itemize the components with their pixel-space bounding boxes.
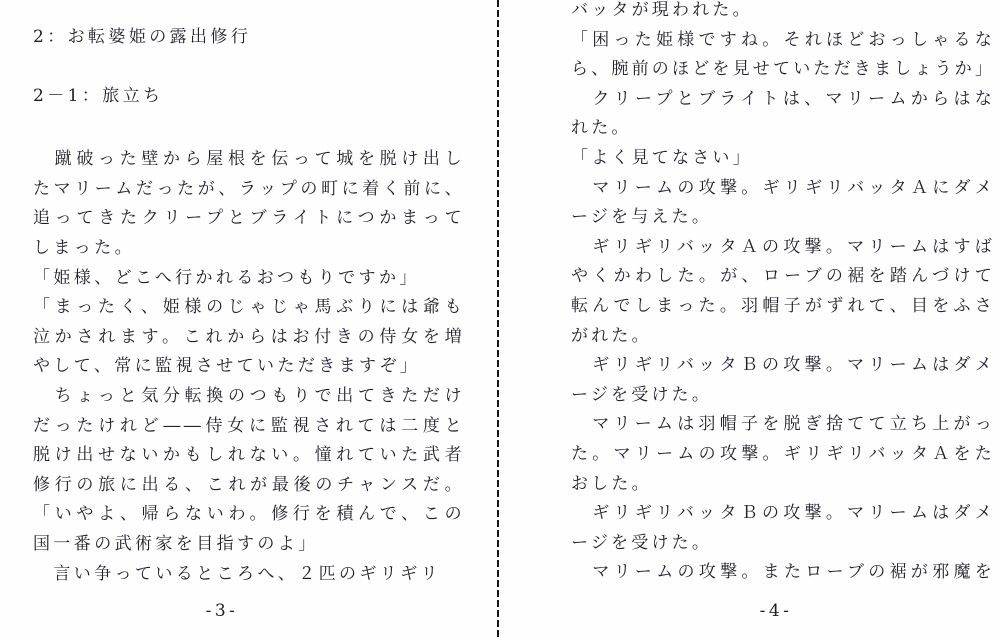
text-line: 泣かされます。これからはお付きの侍女を増 [33,326,465,347]
text-line: 転んでしまった。羽帽子がずれて、目をふさ [571,295,995,316]
text-line: 「よく見てなさい」 [571,147,753,168]
text-line: マリームは羽帽子を脱ぎ捨てて立ち上がっ [571,414,995,435]
text-line: 脱け出せないかもしれない。憧れていた武者 [33,445,465,466]
text-line: 「困った姫様ですね。それほどおっしゃるな [571,29,995,50]
text-line: ージを与えた。 [571,207,713,228]
text-line: たマリームだったが、ラップの町に着く前に、 [33,178,465,199]
text-line: やくかわした。が、ローブの裾を踏んづけて [571,266,995,287]
right-page-body-text [571,0,995,588]
text-line: マリームの攻撃。またローブの裾が邪魔を [571,562,995,583]
text-line: やして、常に監視させていただきますぞ」 [33,356,421,377]
text-line: ちょっと気分転換のつもりで出てきただけ [33,385,465,406]
text-line: 追ってきたクリープとブライトにつかまって [33,208,465,229]
text-line: 言い争っているところへ、２匹のギリギリ [33,563,441,584]
text-line: バッタが現われた。 [571,0,753,20]
page-binding-divider [497,0,499,640]
text-line: た。マリームの攻撃。ギリギリバッタＡをた [571,443,995,464]
text-line: ージを受けた。 [571,532,713,553]
blank-line [33,112,465,146]
text-line: クリープとブライトは、マリームからはな [571,88,995,109]
text-line: ギリギリバッタＡの攻撃。マリームはすば [571,236,995,257]
section-heading: 2－1：旅立ち [33,86,164,107]
text-line: 「姫様、どこへ行かれるおつもりですか」 [33,267,420,288]
text-line: しまった。 [33,237,135,258]
blank-line [33,53,465,83]
text-line: だったけれど――侍女に監視されては二度と [33,415,465,436]
text-line: ージを受けた。 [571,384,713,405]
page-number-right: -4- [759,601,793,621]
chapter-heading: 2：お転婆姫の露出修行 [33,27,252,47]
text-line: マリームの攻撃。ギリギリバッタＡにダメ [571,177,995,198]
text-line: ギリギリバッタＢの攻撃。マリームはダメ [571,355,995,376]
text-line: 「まったく、姫様のじゃじゃ馬ぶりには爺も [33,297,465,318]
left-page-body-text [33,145,465,589]
text-line: 「いやよ、帰らないわ。修行を積んで、この [33,504,465,525]
page-number-left: -3- [205,601,239,621]
text-line: がれた。 [571,325,652,346]
text-line: 修行の旅に出る、これが最後のチャンスだ。 [33,474,465,495]
text-line: 国一番の武術家を目指すのよ」 [33,533,319,554]
text-line: ら、腕前のほどを見せていただきましょうか」 [571,59,995,80]
page-left [33,0,465,589]
text-line: ギリギリバッタＢの攻撃。マリームはダメ [571,503,995,524]
page-right [571,0,995,588]
text-line: 蹴破った壁から屋根を伝って城を脱け出し [33,149,465,170]
text-line: おした。 [571,473,652,494]
text-line: れた。 [571,118,632,139]
